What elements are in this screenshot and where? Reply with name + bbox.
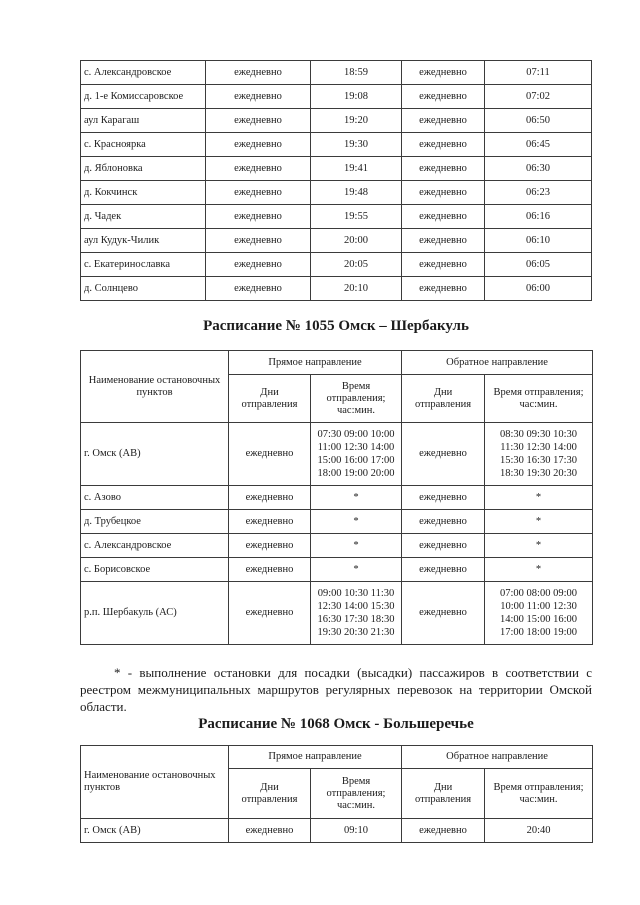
forward-time-cell: 19:30 (311, 133, 402, 157)
return-time-cell: 06:00 (485, 277, 592, 301)
schedule-table-continued (80, 60, 592, 301)
stop-name-cell: д. Яблоновка (81, 157, 206, 181)
schedule-row (81, 277, 592, 301)
return-time-cell: 20:40 (485, 819, 593, 843)
forward-days-cell: ежедневно (206, 61, 311, 85)
return-time-cell: * (485, 510, 593, 534)
header-row (81, 351, 593, 375)
schedule-table-header (81, 746, 593, 819)
schedule-row (81, 558, 593, 582)
forward-days-cell: ежедневно (206, 157, 311, 181)
forward-time-cell: 19:08 (311, 85, 402, 109)
return-time-cell: 06:50 (485, 109, 592, 133)
stop-name-cell: с. Александровское (81, 61, 206, 85)
stop-column-header: Наименование остановочных пунктов (81, 351, 229, 423)
forward-days-header: Дни отправления (229, 375, 311, 423)
return-time-cell: 07:11 (485, 61, 592, 85)
forward-days-cell: ежедневно (206, 181, 311, 205)
stop-name-cell: аул Кудук-Чилик (81, 229, 206, 253)
forward-time-cell: 07:30 09:00 10:00 11:00 12:30 14:00 15:00 16:00 17:00 18:00 19:00 20:00 (311, 423, 402, 486)
schedule-title-1068: Расписание № 1068 Омск - Большеречье (198, 716, 474, 732)
forward-days-header: Дни отправления (229, 769, 311, 819)
forward-days-cell: ежедневно (206, 205, 311, 229)
return-days-header: Дни отправления (402, 375, 485, 423)
forward-days-cell: ежедневно (206, 133, 311, 157)
return-days-cell: ежедневно (402, 423, 485, 486)
stop-name-cell: д. Кокчинск (81, 181, 206, 205)
stop-name-cell: р.п. Шербакуль (АС) (81, 582, 229, 645)
schedule-table-body (81, 61, 592, 301)
forward-time-cell: 20:10 (311, 277, 402, 301)
return-days-cell: ежедневно (402, 157, 485, 181)
forward-time-cell: 19:48 (311, 181, 402, 205)
footnote-line: * - выполнение остановки для посадки (высадки) пассажиров в соответствии с (114, 665, 592, 680)
return-time-header: Время отправления; час:мин. (485, 375, 593, 423)
footnote (80, 664, 592, 715)
forward-time-cell: * (311, 534, 402, 558)
return-time-header: Время отправления; час:мин. (485, 769, 593, 819)
return-days-header: Дни отправления (402, 769, 485, 819)
forward-days-cell: ежедневно (206, 277, 311, 301)
forward-days-cell: ежедневно (229, 558, 311, 582)
return-time-cell: * (485, 534, 593, 558)
schedule-table-body (81, 423, 593, 645)
forward-days-cell: ежедневно (206, 229, 311, 253)
schedule-row (81, 181, 592, 205)
schedule-row (81, 486, 593, 510)
return-time-cell: 06:45 (485, 133, 592, 157)
forward-days-cell: ежедневно (229, 582, 311, 645)
return-time-cell: 06:05 (485, 253, 592, 277)
stop-name-cell: г. Омск (АВ) (81, 819, 229, 843)
forward-time-cell: 19:20 (311, 109, 402, 133)
forward-direction-header: Прямое направление (229, 351, 402, 375)
return-days-cell: ежедневно (402, 61, 485, 85)
return-direction-header: Обратное направление (402, 351, 593, 375)
forward-time-header: Время отправления; час:мин. (311, 769, 402, 819)
stop-name-cell: д. Чадек (81, 205, 206, 229)
schedule-row (81, 61, 592, 85)
forward-days-cell: ежедневно (229, 510, 311, 534)
stop-name-cell: д. Солнцево (81, 277, 206, 301)
schedule-row (81, 423, 593, 486)
stop-name-cell: д. 1-е Комиссаровское (81, 85, 206, 109)
schedule-table-header (81, 351, 593, 423)
schedule-row (81, 205, 592, 229)
return-days-cell: ежедневно (402, 85, 485, 109)
schedule-row (81, 819, 593, 843)
forward-time-cell: 19:55 (311, 205, 402, 229)
schedule-row (81, 582, 593, 645)
return-time-cell: * (485, 486, 593, 510)
schedule-row (81, 157, 592, 181)
schedule-title-1055: Расписание № 1055 Омск – Шербакуль (203, 318, 469, 334)
schedule-row (81, 133, 592, 157)
schedule-row (81, 229, 592, 253)
return-direction-header: Обратное направление (402, 746, 593, 769)
schedule-row (81, 253, 592, 277)
schedule-row (81, 85, 592, 109)
forward-days-cell: ежедневно (229, 819, 311, 843)
stop-name-cell: г. Омск (АВ) (81, 423, 229, 486)
return-time-cell: 07:02 (485, 85, 592, 109)
forward-days-cell: ежедневно (229, 486, 311, 510)
stop-name-cell: с. Екатеринославка (81, 253, 206, 277)
schedule-row (81, 109, 592, 133)
header-row (81, 746, 593, 769)
stop-name-cell: с. Азово (81, 486, 229, 510)
schedule-table-body (81, 819, 593, 843)
return-days-cell: ежедневно (402, 558, 485, 582)
forward-days-cell: ежедневно (229, 423, 311, 486)
schedule-table-1068 (80, 745, 593, 843)
return-days-cell: ежедневно (402, 229, 485, 253)
stop-name-cell: с. Красноярка (81, 133, 206, 157)
forward-days-cell: ежедневно (206, 85, 311, 109)
schedule-table-1055 (80, 350, 593, 645)
stop-name-cell: аул Карагаш (81, 109, 206, 133)
return-time-cell: 06:23 (485, 181, 592, 205)
forward-time-cell: 20:05 (311, 253, 402, 277)
forward-time-cell: * (311, 486, 402, 510)
footnote-line: области. (80, 699, 127, 714)
return-days-cell: ежедневно (402, 819, 485, 843)
return-days-cell: ежедневно (402, 486, 485, 510)
return-days-cell: ежедневно (402, 277, 485, 301)
forward-days-cell: ежедневно (206, 109, 311, 133)
forward-time-cell: 09:00 10:30 11:30 12:30 14:00 15:30 16:30 17:30 18:30 19:30 20:30 21:30 (311, 582, 402, 645)
return-days-cell: ежедневно (402, 582, 485, 645)
return-time-cell: 07:00 08:00 09:00 10:00 11:00 12:30 14:00 15:00 16:00 17:00 18:00 19:00 (485, 582, 593, 645)
return-days-cell: ежедневно (402, 205, 485, 229)
return-days-cell: ежедневно (402, 253, 485, 277)
return-time-cell: 06:16 (485, 205, 592, 229)
stop-name-cell: с. Александровское (81, 534, 229, 558)
forward-days-cell: ежедневно (229, 534, 311, 558)
return-time-cell: 08:30 09:30 10:30 11:30 12:30 14:00 15:30 16:30 17:30 18:30 19:30 20:30 (485, 423, 593, 486)
forward-time-cell: * (311, 510, 402, 534)
forward-direction-header: Прямое направление (229, 746, 402, 769)
stop-name-cell: д. Трубецкое (81, 510, 229, 534)
return-days-cell: ежедневно (402, 534, 485, 558)
return-days-cell: ежедневно (402, 133, 485, 157)
return-days-cell: ежедневно (402, 181, 485, 205)
return-days-cell: ежедневно (402, 109, 485, 133)
footnote-line: реестром межмуниципальных маршрутов регулярных перевозок на территории Омской (80, 682, 592, 697)
schedule-row (81, 534, 593, 558)
return-time-cell: 06:10 (485, 229, 592, 253)
forward-time-cell: 18:59 (311, 61, 402, 85)
forward-time-cell: 19:41 (311, 157, 402, 181)
stop-column-header: Наименование остановочных пунктов (81, 746, 229, 819)
stop-name-cell: с. Борисовское (81, 558, 229, 582)
return-time-cell: 06:30 (485, 157, 592, 181)
forward-time-cell: 09:10 (311, 819, 402, 843)
return-time-cell: * (485, 558, 593, 582)
return-days-cell: ежедневно (402, 510, 485, 534)
forward-days-cell: ежедневно (206, 253, 311, 277)
forward-time-cell: * (311, 558, 402, 582)
forward-time-header: Время отправления; час:мин. (311, 375, 402, 423)
forward-time-cell: 20:00 (311, 229, 402, 253)
schedule-row (81, 510, 593, 534)
